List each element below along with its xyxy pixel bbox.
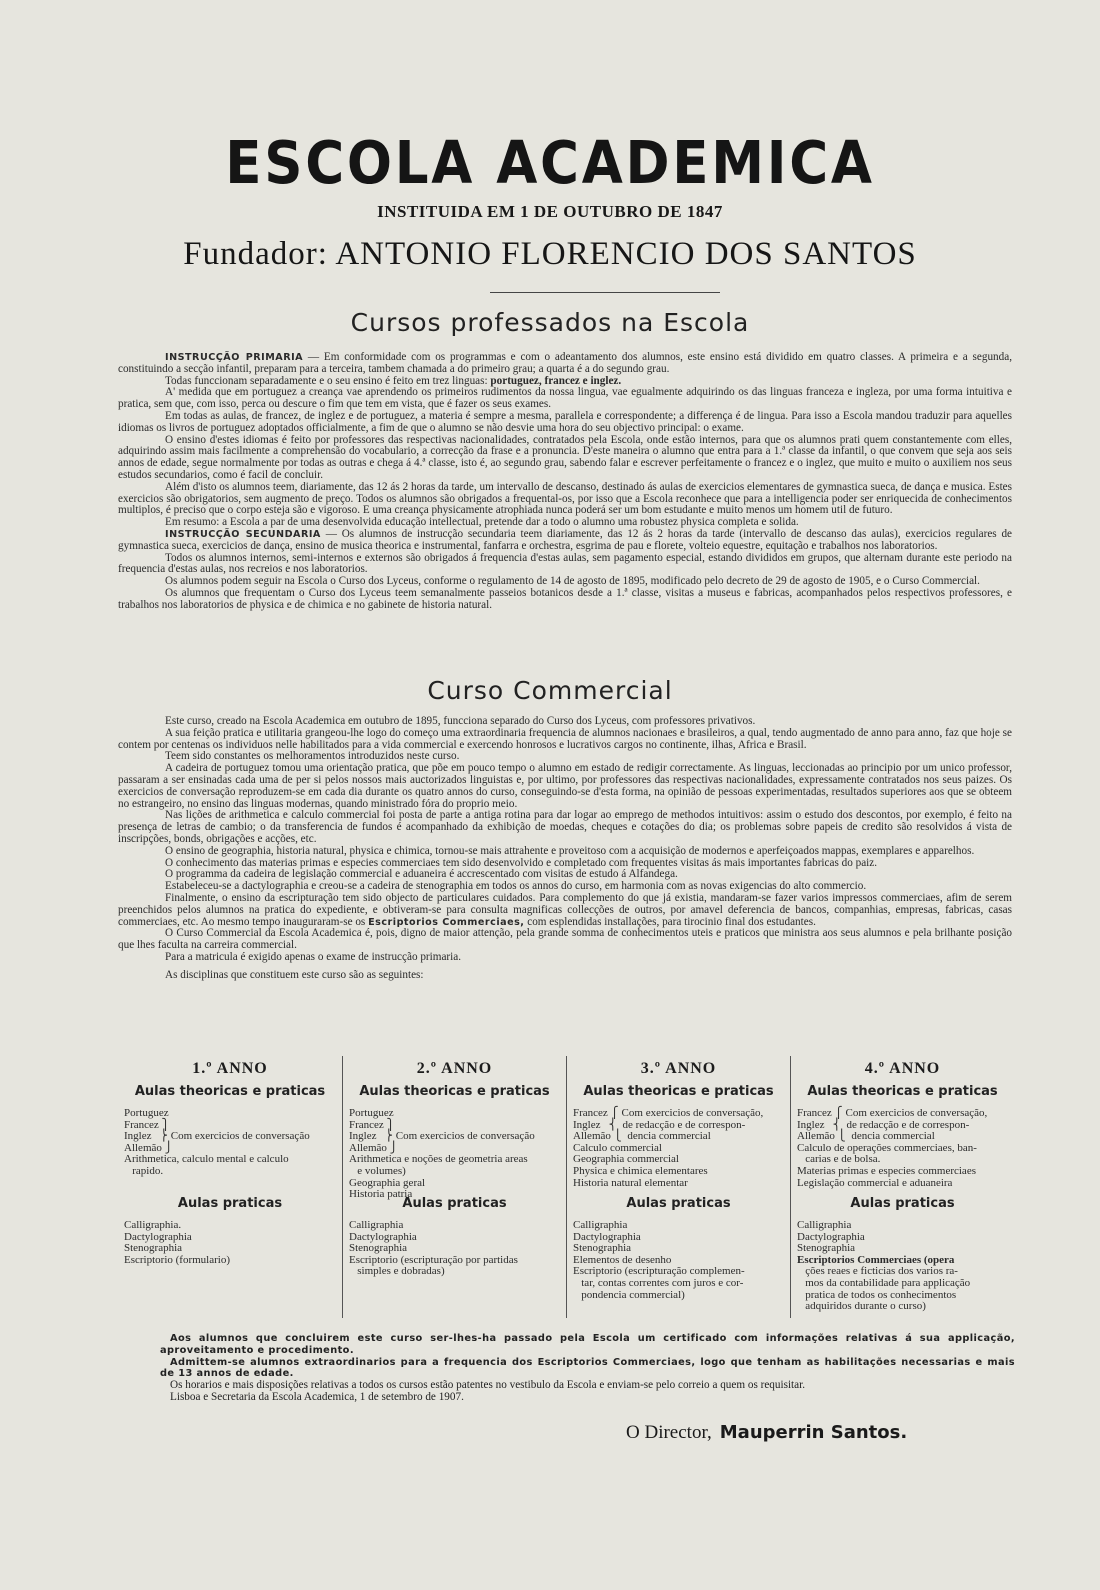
secondary-text: — Os alumnos de instrucção secundaria teem diariamente, das 12 ás 2 horas da tarde (intervallo de descanso das aulas), exercicios regulares de gymnastica sueca, exercicios de dança, ensino de musica theorica e instrumental, fanfarra e orchestra, esgrima de pau e florete, volteio equestre, equitação e trabalhos nos laboratorios. xyxy=(118,527,1013,552)
primary-text: — Em conformidade com os programmas e com o adeantamento dos alumnos, este ensino está dividido em quatro classes. A primeira e a segunda, constituindo a secção infantil, preparam para a terceira, tambem chamada a do primeiro grau; a quarta é a do segundo grau. xyxy=(118,351,1013,375)
practice-block xyxy=(349,1196,560,1278)
theory-heading: Aulas theoricas e praticas xyxy=(583,1084,774,1099)
theory-heading: Aulas theoricas e praticas xyxy=(359,1084,550,1099)
commercial-text xyxy=(118,716,1012,982)
list-item: Geographia commercial xyxy=(573,1153,679,1166)
courses-heading: Cursos professados na Escola xyxy=(350,308,750,337)
list-item: Francez ⎧ Com exercicios de conversação, xyxy=(573,1107,764,1119)
list-item: Calculo commercial xyxy=(573,1141,662,1154)
practice-list xyxy=(124,1220,336,1266)
languages-list: portuguez, francez e inglez. xyxy=(490,374,622,387)
paragraph: Teem sido constantes os melhoramentos introduzidos neste curso. xyxy=(165,750,460,763)
list-item: Francez ⎧ Com exercicios de conversação, xyxy=(797,1107,988,1119)
list-item: Legislação commercial e aduaneira xyxy=(797,1176,953,1189)
practice-heading: Aulas praticas xyxy=(402,1196,507,1211)
list-item: Dactylographia xyxy=(349,1230,417,1243)
paragraph: Todos os alumnos internos, semi-internos e externos são obrigados á frequencia d'estas aulas, sem pagamento especial, estando divididos em grupos, que alternam durante este periodo na frequencia d'estas aulas, nos recreios e nos laboratorios. xyxy=(118,551,1012,576)
year-column-1 xyxy=(118,1056,342,1318)
practice-block xyxy=(797,1196,1008,1313)
theory-heading: Aulas theoricas e praticas xyxy=(807,1084,998,1099)
paragraph: Os alumnos podem seguir na Escola o Curso dos Lyceus, conforme o regulamento de 14 de agosto de 1895, modificado pelo decreto de 29 de agosto de 1905, e o Curso Commercial. xyxy=(165,575,980,588)
list-item: mos da contabilidade para applicação xyxy=(797,1276,971,1289)
list-item: Escriptorios Commerciaes (opera xyxy=(797,1253,955,1266)
founder-line: Fundador: ANTONIO FLORENCIO DOS SANTOS xyxy=(183,236,917,272)
theory-list xyxy=(797,1108,1008,1189)
paragraph: A cadeira de portuguez tomou uma orientação pratica, que põe em pouco tempo o alumno em estado de redigir correctamente. As linguas, leccionadas ao principio por um unico professor, passaram a ser ensinadas cada uma de per si pelos nossos mais auctorizados linguistas e, por ultimo, por professores das respectivas nacionalidades, expressamente contratados nos seus paizes. Os exercicios de conversação reproduzem-se em cada dia durante os quatro annos do curso, conseguindo-se d'esta forma, na opinião de pessoas experimentadas, resultados superiores aos que se obteem no estrangeiro, no ensino das linguas modernas, quando ministrado fóra do proprio meio. xyxy=(118,762,1012,810)
list-item: Dactylographia xyxy=(573,1230,641,1243)
paragraph: O conhecimento das materias primas e especies commerciaes tem sido desenvolvido e completado com frequentes visitas ás mais importantes fabricas do paiz. xyxy=(165,856,878,869)
list-item: Escriptorio (formulario) xyxy=(124,1253,230,1266)
list-item: Inglez ⎨ de redacção e de correspon- xyxy=(797,1118,970,1131)
list-item: carias e de bolsa. xyxy=(797,1153,881,1166)
list-item: Inglez ⎬ Com exercicios de conversação xyxy=(349,1130,535,1143)
offices-tail: com esplendidas installações, para tirocinio final dos estudantes. xyxy=(527,915,816,928)
practice-list xyxy=(349,1220,560,1278)
theory-heading: Aulas theoricas e praticas xyxy=(134,1084,326,1099)
paragraph: Para a matricula é exigido apenas o exame de instrucção primaria. xyxy=(165,950,462,963)
practice-list xyxy=(573,1220,784,1301)
paragraph: A sua feição pratica e utilitaria grangeou-lhe logo do começo uma extraordinaria frequencia de alumnos nacionaes e brasileiros, a qual, tendo augmentado de anno para anno, faz que hoje se contem por centenas os individuos nelle habilitados para a vida commercial e exercendo honrosos e lucrativos cargos no continente, ilhas, Africa e Brasil. xyxy=(118,726,1012,751)
year-column-2 xyxy=(342,1056,566,1318)
practice-block xyxy=(124,1196,336,1266)
list-item: Allemão ⎭ xyxy=(349,1141,398,1154)
list-item: e volumes) xyxy=(349,1164,406,1177)
list-item: tar, contas correntes com juros e cor- xyxy=(573,1276,744,1289)
list-item: adquiridos durante o curso) xyxy=(797,1300,926,1313)
certificate-note: Aos alumnos que concluirem este curso ser-lhes-ha passado pela Escola um certificado com informações relativas á sua applicação, aproveitamento e procedimento. xyxy=(160,1333,1015,1356)
paragraph: A' medida que em portuguez a creança vae aprendendo os primeiros rudimentos da nossa lingua, vae egualmente adquirindo os das linguas franceza e ingleza, por uma forma intuitiva e pratica, sem que, com isso, perca ou descure o fim que tem em vista, que é fazer os seus exames. xyxy=(118,386,1012,411)
list-item: Inglez ⎬ Com exercicios de conversação xyxy=(124,1130,310,1143)
school-title: ESCOLA ACADEMICA xyxy=(225,128,875,197)
paragraph: O ensino de geographia, historia natural, physica e chimica, tornou-se mais attrahente e proveitoso com a acquisição de modernos e aperfeiçoados mappas, exemplares e apparelhos. xyxy=(165,844,975,857)
theory-list xyxy=(124,1108,336,1178)
list-item: Escriptorio (escripturação complemen- xyxy=(573,1265,745,1278)
list-item: Stenographia xyxy=(349,1242,408,1255)
year-label: 3.º ANNO xyxy=(640,1060,717,1077)
offices-text: Finalmente, o ensino da escripturação tem sido objecto de particulares cuidados. Para complemento do que já existia, mandaram-se fazer varios impressos commerciaes, afim de serem preenchidos pelos alumnos na pratica do expediente, e obtiveram-se para consulta magnificas collecções de outros, por amavel deferencia de bancos, companhias, empresas, fabricas, casas commerciaes, etc. Ao mesmo tempo inauguraram-se os xyxy=(118,891,1012,928)
list-item: Geographia geral xyxy=(349,1176,426,1189)
divider-rule xyxy=(490,292,720,293)
curriculum-columns xyxy=(118,1056,1014,1318)
offices-paragraph xyxy=(118,893,1012,928)
list-item: Calligraphia. xyxy=(124,1219,182,1231)
theory-list xyxy=(573,1108,784,1189)
list-item: pratica de todos os conhecimentos xyxy=(797,1288,957,1301)
list-item: Historia patria xyxy=(349,1188,413,1201)
list-item: ções reaes e ficticias dos varios ra- xyxy=(797,1265,958,1278)
courses-text xyxy=(118,352,1012,612)
theory-list xyxy=(349,1108,560,1201)
list-item: Portuguez xyxy=(349,1107,394,1119)
list-item: Francez ⎫ xyxy=(124,1118,170,1131)
practice-heading: Aulas praticas xyxy=(626,1196,731,1211)
list-item: Historia natural elementar xyxy=(573,1176,688,1189)
year-column-4 xyxy=(790,1056,1014,1318)
list-item: Stenographia xyxy=(573,1242,632,1255)
footer-notes xyxy=(160,1333,1015,1404)
list-item: Stenographia xyxy=(124,1242,183,1255)
year-column-3 xyxy=(566,1056,790,1318)
director-signature xyxy=(626,1422,907,1444)
primary-label: INSTRUCÇÃO PRIMARIA xyxy=(165,352,304,363)
list-item: simples e dobradas) xyxy=(349,1265,445,1278)
paragraph: Em resumo: a Escola a par de uma desenvolvida educação intellectual, pretende dar a todo o alumno uma robustez physica completa e solida. xyxy=(165,516,799,529)
commercial-heading: Curso Commercial xyxy=(427,676,673,705)
practice-heading: Aulas praticas xyxy=(177,1196,283,1211)
list-item: Calligraphia xyxy=(349,1219,404,1231)
secondary-paragraph xyxy=(118,529,1012,553)
director-name: Mauperrin Santos. xyxy=(719,1422,908,1443)
list-item: Calligraphia xyxy=(797,1219,852,1231)
list-item: Inglez ⎨ de redacção e de correspon- xyxy=(573,1118,746,1131)
paragraph: Estabeleceu-se a dactylographia e creou-se a cadeira de stenographia em todos os annos do curso, em harmonia com as novas exigencias do alto commercio. xyxy=(165,880,867,893)
primary-paragraph xyxy=(118,352,1012,376)
year-label: 1.º ANNO xyxy=(192,1060,268,1077)
paragraph: O Curso Commercial da Escola Academica é, pois, digno de maior attenção, pela grande somma de conhecimentos uteis e praticos que ministra aos seus alumnos e pela brilhante posição que lhes faculta na carreira commercial. xyxy=(118,927,1012,952)
list-item: Calligraphia xyxy=(573,1219,628,1231)
paragraph: Além d'isto os alumnos teem, diariamente, das 12 ás 2 horas da tarde, um intervallo de descanso, destinado ás aulas de exercicios elementares de gymnastica sueca, de dança e musica. Estes exercicios são obrigatorios, sem augmento de preço. Todos os alumnos são obrigados a frequental-os, por isso que a Escola reconhece que para a intelligencia poder ser enriquecida de conhecimentos multiplos, é preciso que o corpo esteja são e vigoroso. E uma creança physicamente atrophiada nunca poderá ser um bom estudante e muito menos um homem util de futuro. xyxy=(118,480,1012,517)
practice-heading: Aulas praticas xyxy=(850,1196,955,1211)
offices-label: Escriptorios Commerciaes, xyxy=(368,916,525,928)
paragraph: Nas lições de arithmetica e calculo commercial foi posta de parte a antiga rotina para dar logar ao emprego de methodos intuitivos: assim o estudo dos descontos, por exemplo, é feito na presença de letras de cambio; o da transferencia de fundos é acompanhado da exhibição de moedas, cheques e cotações do dia; os problemas sobre papeis de credito são resolvidos á vista de inscripções, bonds, obrigações e acções, etc. xyxy=(118,809,1012,845)
year-label: 2.º ANNO xyxy=(416,1060,493,1077)
secondary-label: INSTRUCÇÃO SECUNDARIA xyxy=(165,528,321,540)
list-item: Dactylographia xyxy=(797,1230,865,1243)
paragraph: As disciplinas que constituem este curso são as seguintes: xyxy=(165,968,424,981)
list-item: Allemão ⎭ xyxy=(124,1141,173,1154)
list-item: Allemão ⎩ dencia commercial xyxy=(797,1130,935,1143)
practice-block xyxy=(573,1196,784,1301)
paragraph: Os alumnos que frequentam o Curso dos Lyceus teem semanalmente passeios botanicos desde a 1.ª classe, visitas a museus e fabricas, acompanhados pelos respectivos professores, e trabalhos nos laboratorios de physica e de chimica e no gabinete de historia natural. xyxy=(118,586,1012,611)
founding-date: INSTITUIDA EM 1 DE OUTUBRO DE 1847 xyxy=(377,202,723,221)
list-item: Elementos de desenho xyxy=(573,1253,672,1266)
paragraph: O programma da cadeira de legislação commercial e aduaneira é accrescentado com visitas de estudo á Alfandega. xyxy=(165,868,678,881)
list-item: Francez ⎫ xyxy=(349,1118,395,1131)
paragraph: O ensino d'estes idiomas é feito por professores das respectivas nacionalidades, contratados pela Escola, onde estão internos, para que os alumnos prati quem constantemente com elles, adquirindo assim mais facilmente a comprehensão do vocabulario, a correcção da frase e a pronuncia. D'este maneira o alumno que entra para a 1.ª classe da infantil, o que convem que seja aos seis annos de edade, segue normalmente por todas as outras e chega á 4.ª classe, isto é, ao segundo grau, sabendo falar e escrever perfeitamente o francez e o inglez, que muito e muito o auxiliem nos seus estudos secundarios, como é facil de concluir. xyxy=(118,433,1012,481)
practice-list xyxy=(797,1220,1008,1313)
languages-text: Todas funccionam separadamente e o seu ensino é feito em trez linguas: xyxy=(165,374,488,387)
list-item: pondencia commercial) xyxy=(573,1288,685,1301)
date-line: Lisboa e Secretaria da Escola Academica, 1 de setembro de 1907. xyxy=(170,1390,464,1403)
year-label: 4.º ANNO xyxy=(864,1060,941,1077)
paragraph: Este curso, creado na Escola Academica em outubro de 1895, funcciona separado do Curso dos Lyceus, com professores privativos. xyxy=(165,715,756,727)
list-item: Portuguez xyxy=(124,1107,169,1119)
list-item: Calculo de operações commerciaes, ban- xyxy=(797,1141,977,1154)
list-item: Allemão ⎩ dencia commercial xyxy=(573,1130,711,1143)
paragraph: Em todas as aulas, de francez, de inglez e de portuguez, a materia é sempre a mesma, parallela e correspondente; a differença é de lingua. Para isso a Escola mandou traduzir para aquelles idiomas os livros de portuguez adoptados officialmente, a fim de que o alumno se não desvie uma hora do seu objectivo principal: o exame. xyxy=(118,409,1012,434)
list-item: Dactylographia xyxy=(124,1230,192,1243)
extraordinary-note: Admittem-se alumnos extraordinarios para a frequencia dos Escriptorios Commerciaes, logo que tenham as habilitações necessarias e mais de 13 annos de edade. xyxy=(160,1356,1015,1380)
list-item: Physica e chimica elementares xyxy=(573,1164,708,1177)
list-item: Arithmetica, calculo mental e calculo xyxy=(124,1153,289,1166)
signature-prefix: O Director, xyxy=(626,1422,712,1443)
list-item: Stenographia xyxy=(797,1242,856,1255)
list-item: Arithmetica e noções de geometria areas xyxy=(349,1153,528,1166)
list-item: rapido. xyxy=(124,1164,164,1177)
list-item: Escriptorio (escripturação por partidas xyxy=(349,1253,518,1266)
schedules-note: Os horarios e mais disposições relativas a todos os cursos estão patentes no vestibulo da Escola e enviam-se pelo correio a quem os requisitar. xyxy=(170,1379,806,1392)
list-item: Materias primas e especies commerciaes xyxy=(797,1164,976,1177)
